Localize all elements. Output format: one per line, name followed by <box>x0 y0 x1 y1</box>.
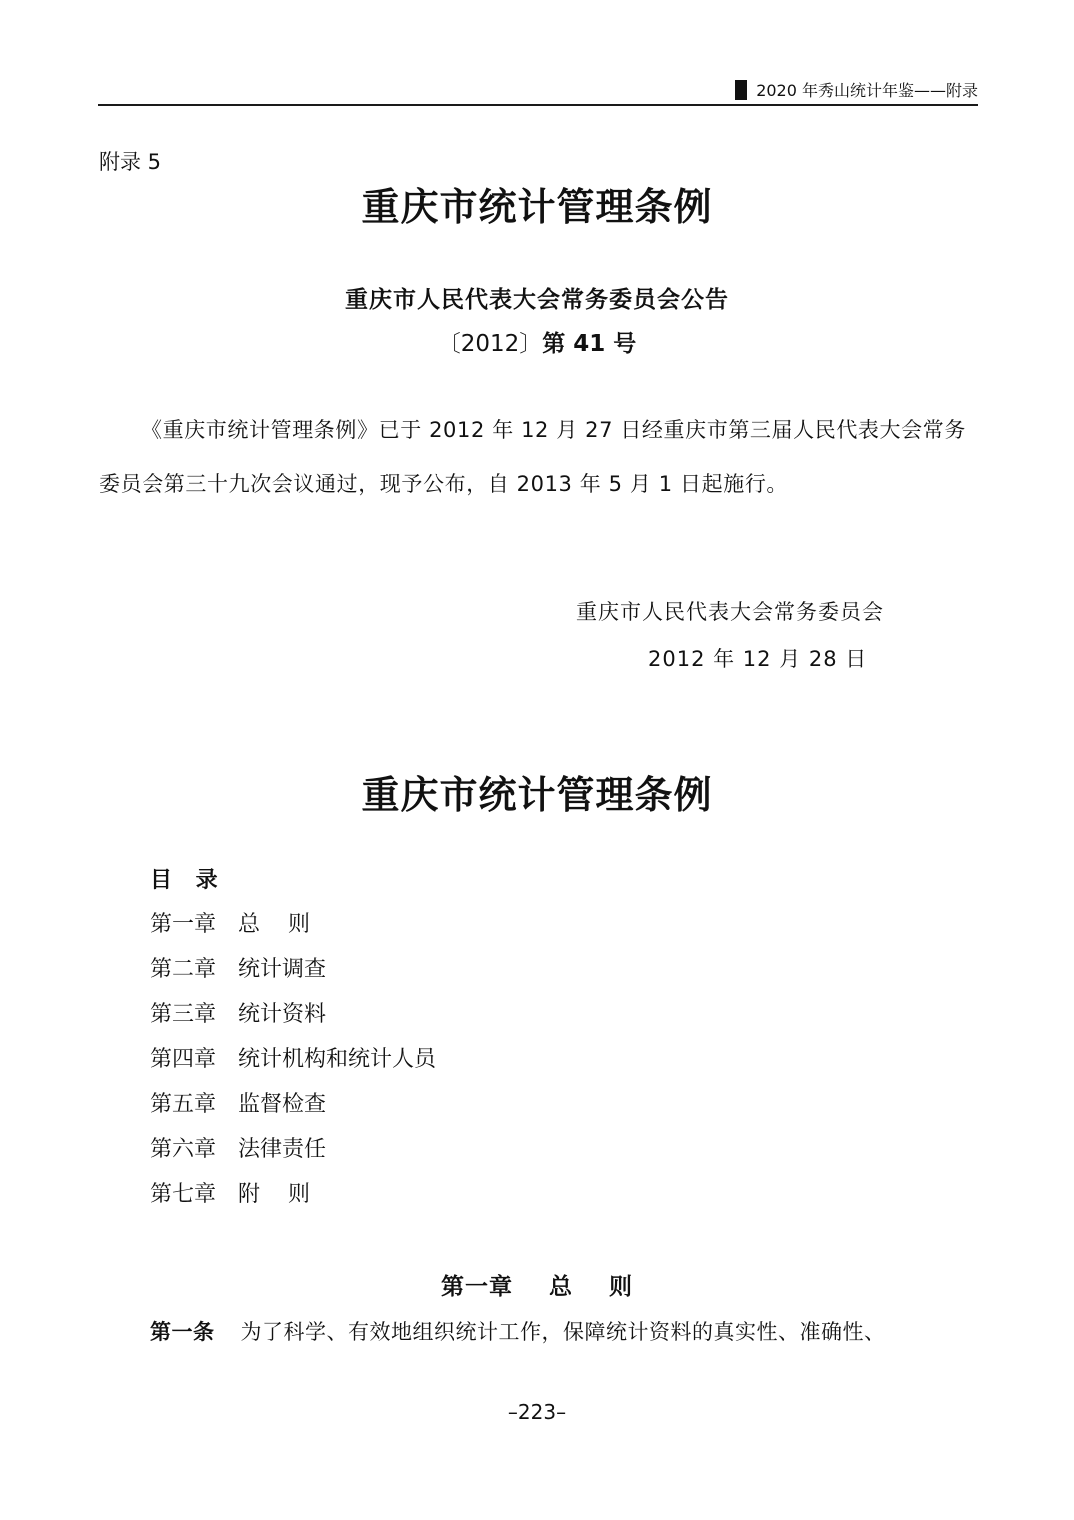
intro-paragraph: 《重庆市统计管理条例》已于 2012 年 12 月 27 日经重庆市第三届人民代表大会常务委员会第三十九次会议通过，现予公布，自 2013 年 5 月 1 日起施行。 <box>99 418 966 496</box>
signature-date: 2012 年 12 月 28 日 <box>648 647 868 671</box>
toc-chapter-title: 统计调查 <box>238 957 327 982</box>
header-title: 2020 年秀山统计年鉴——附录 <box>756 81 978 100</box>
page-number: –223– <box>507 1400 567 1424</box>
header-title-group <box>735 78 978 101</box>
toc-item <box>150 1041 436 1086</box>
announcement-issuer: 重庆市人民代表大会常务委员会公告 <box>345 286 729 313</box>
article-one-number: 第一条 <box>150 1320 215 1344</box>
article-one-text: 为了科学、有效地组织统计工作，保障统计资料的真实性、准确性、 <box>240 1320 886 1344</box>
toc-heading: 目 录 <box>150 868 226 893</box>
toc-item <box>150 1131 436 1176</box>
announcement-number-main: 第 41 号 <box>542 331 637 357</box>
toc-chapter-number: 第三章 <box>150 1002 217 1027</box>
header-marker-block <box>735 80 747 100</box>
toc-chapter-number: 第四章 <box>150 1047 217 1072</box>
toc-item <box>150 1176 436 1221</box>
toc-chapter-number: 第一章 <box>150 912 217 937</box>
toc-chapter-number: 第五章 <box>150 1092 217 1117</box>
toc-chapter-title: 总 则 <box>238 912 310 937</box>
toc-item <box>150 951 436 996</box>
signature-organization: 重庆市人民代表大会常务委员会 <box>576 600 884 624</box>
table-of-contents <box>150 862 436 1221</box>
regulation-title: 重庆市统计管理条例 <box>361 772 713 817</box>
toc-chapter-title: 法律责任 <box>238 1137 327 1162</box>
toc-item <box>150 996 436 1041</box>
toc-chapter-title: 统计资料 <box>238 1002 327 1027</box>
article-one <box>150 1316 886 1346</box>
announcement-number-year: 〔2012〕 <box>437 331 543 357</box>
toc-chapter-title: 监督检查 <box>238 1092 327 1117</box>
appendix-label: 附录 5 <box>99 150 162 174</box>
toc-chapter-number: 第七章 <box>150 1182 217 1207</box>
chapter-one-heading: 第一章 总 则 <box>440 1274 634 1300</box>
toc-chapter-title: 附 则 <box>238 1182 310 1207</box>
running-header <box>98 76 978 106</box>
toc-chapter-title: 统计机构和统计人员 <box>238 1047 437 1072</box>
toc-item <box>150 1086 436 1131</box>
toc-item <box>150 906 436 951</box>
document-title: 重庆市统计管理条例 <box>361 184 713 229</box>
toc-chapter-number: 第二章 <box>150 957 217 982</box>
announcement-number <box>0 325 1074 358</box>
toc-chapter-number: 第六章 <box>150 1137 217 1162</box>
